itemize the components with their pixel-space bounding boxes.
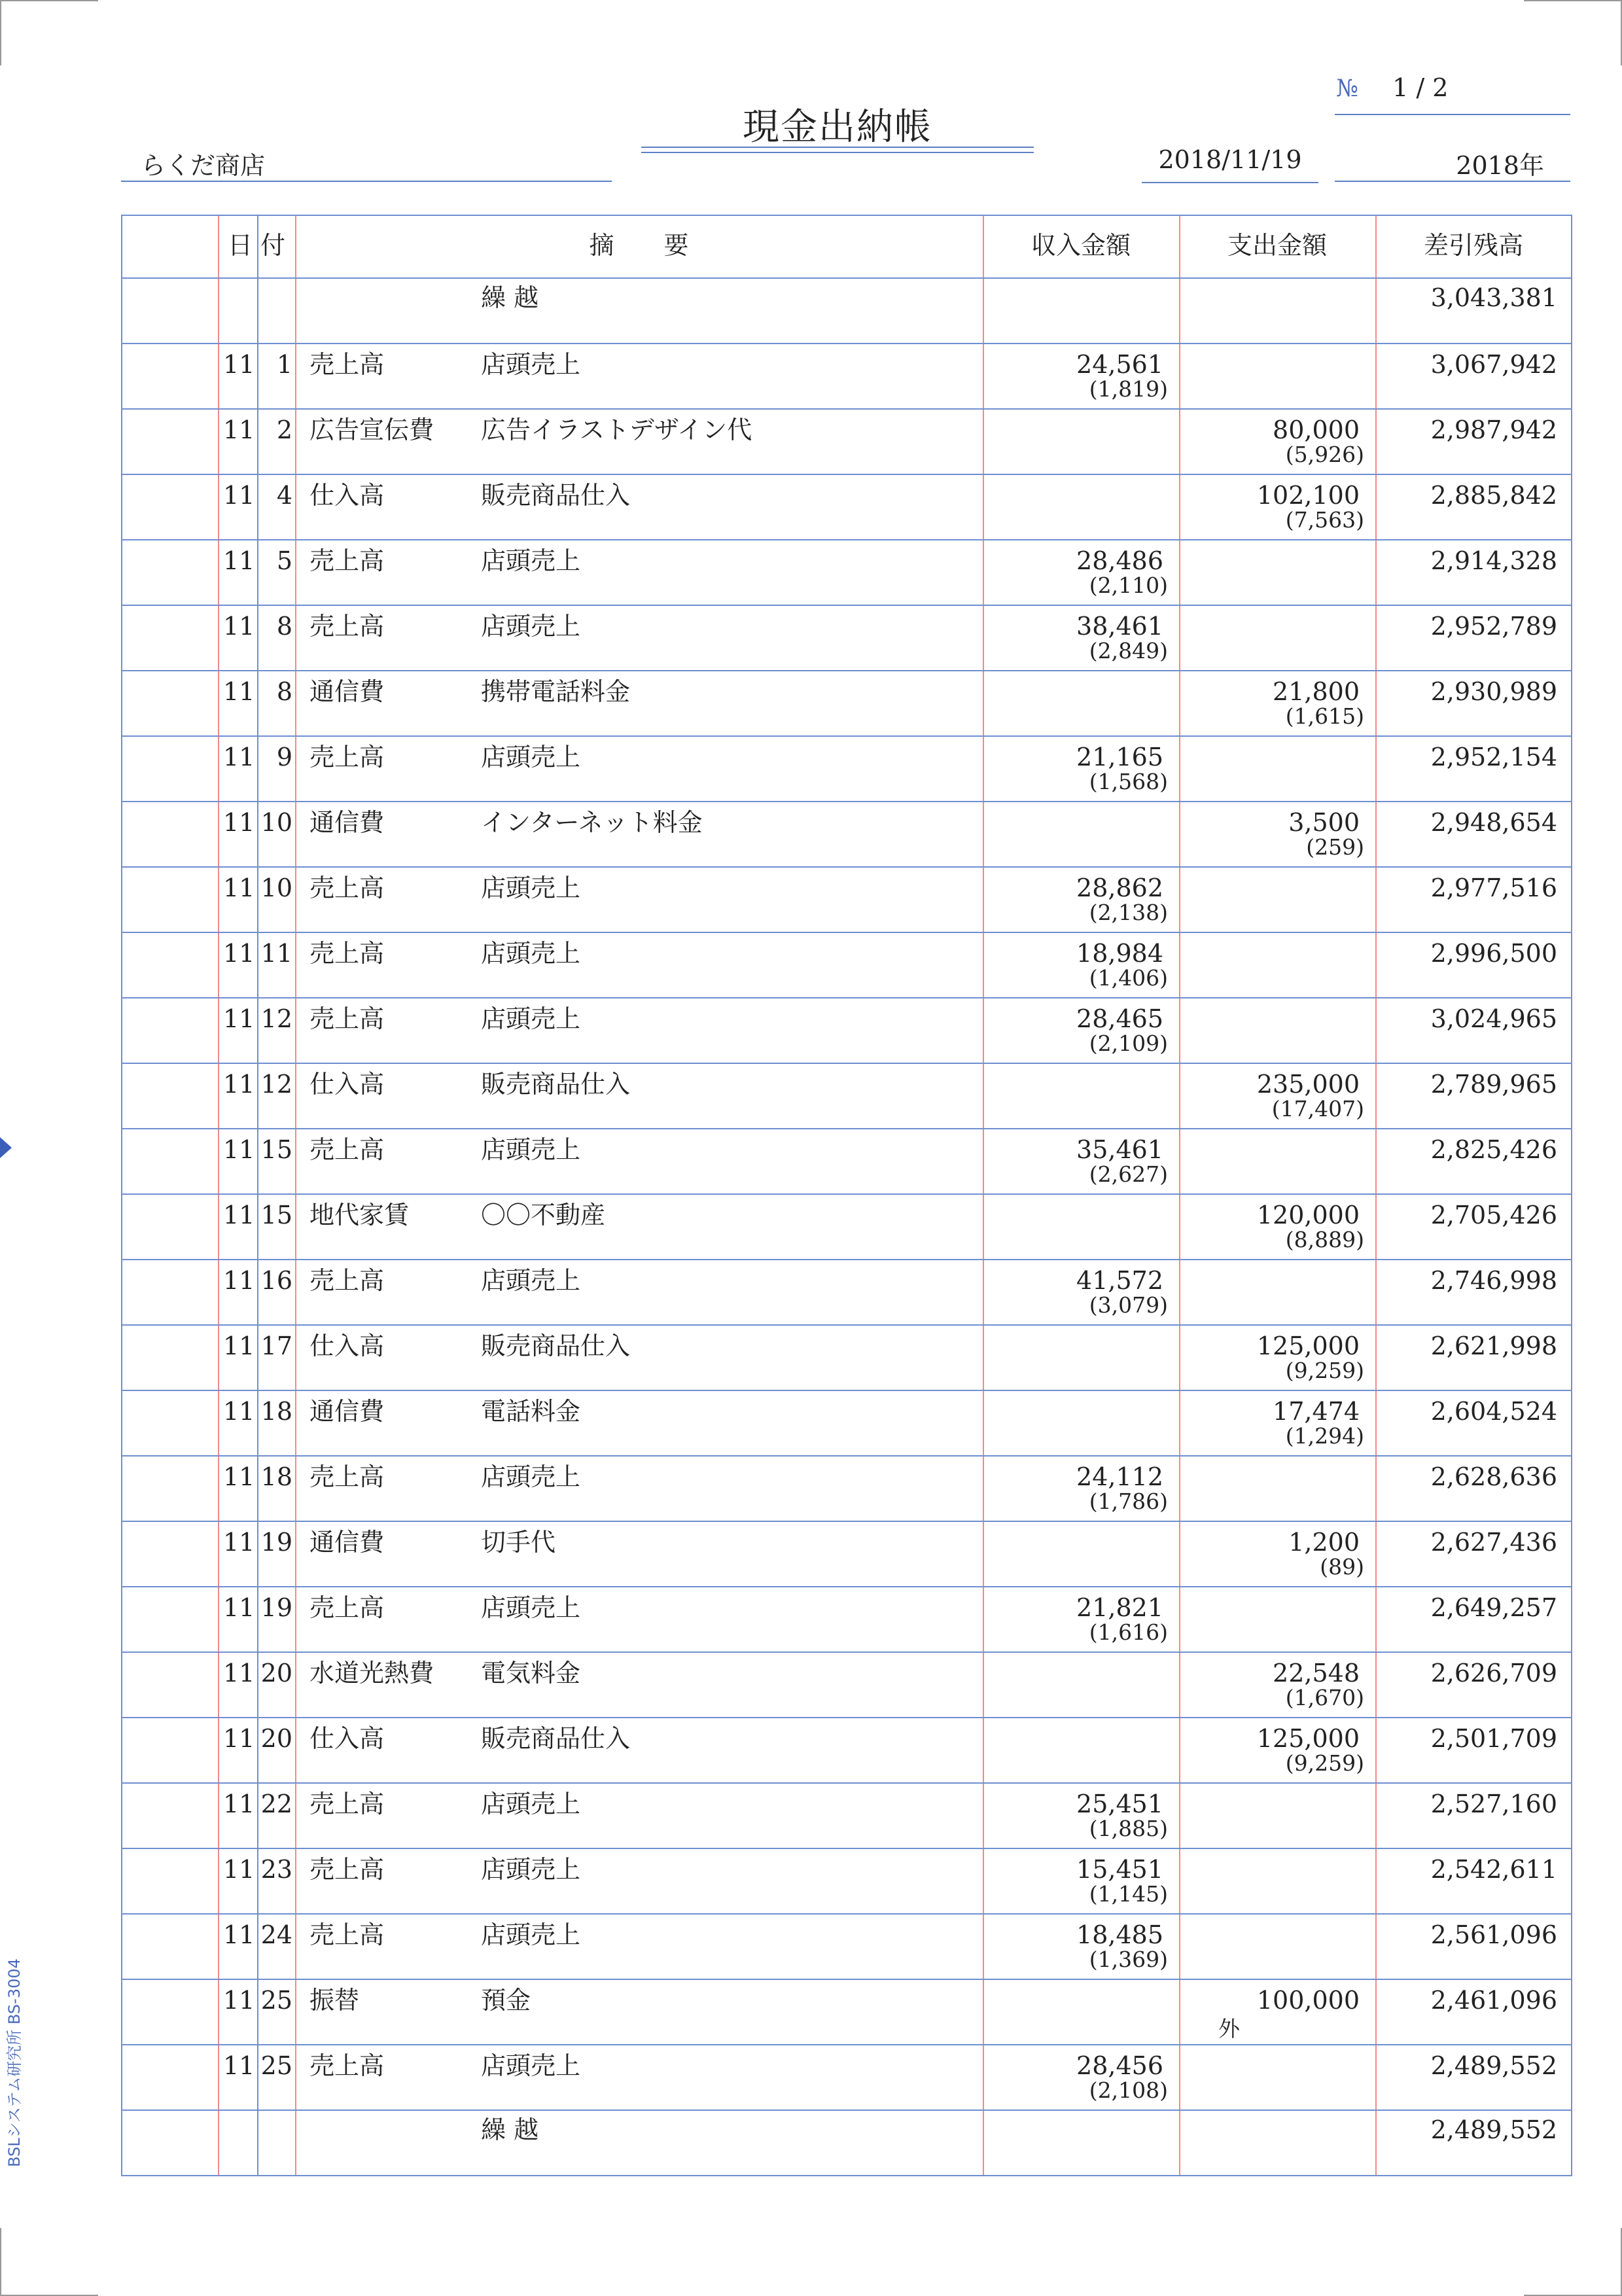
entry-day: 5 (276, 546, 292, 575)
entry-account: 仕入高 (309, 481, 385, 510)
entry-balance: 2,627,436 (1430, 1528, 1557, 1557)
entry-day: 19 (260, 1593, 292, 1622)
row-rule (121, 1259, 1572, 1260)
entry-income-tax: (1,885) (1089, 1816, 1168, 1841)
column-rule (218, 215, 219, 2175)
entry-income: 15,451 (1076, 1855, 1163, 1884)
entry-income-tax: (1,819) (1089, 376, 1168, 402)
entry-account: 売上高 (309, 546, 385, 575)
entry-income: 18,984 (1076, 939, 1163, 968)
entry-month: 11 (223, 2051, 255, 2080)
entry-month: 11 (223, 1201, 255, 1229)
row-rule (121, 1455, 1572, 1457)
table-border (121, 215, 1572, 216)
entry-expense-tax: (1,294) (1285, 1423, 1364, 1449)
entry-income-tax: (1,145) (1089, 1881, 1168, 1907)
entry-income: 28,862 (1076, 874, 1163, 902)
row-rule (121, 605, 1572, 606)
entry-balance: 2,914,328 (1430, 546, 1557, 575)
entry-description: 預金 (481, 1986, 531, 2015)
carry-in-balance: 3,043,381 (1430, 283, 1557, 312)
entry-income-tax: (2,108) (1089, 2077, 1168, 2103)
entry-balance: 2,542,611 (1430, 1855, 1557, 1884)
entry-day: 17 (260, 1332, 292, 1360)
entry-description: 電気料金 (481, 1659, 581, 1687)
entry-expense: 17,474 (1273, 1397, 1360, 1426)
entry-day: 12 (260, 1070, 292, 1099)
entry-expense-tax: (7,563) (1285, 507, 1364, 533)
cash-ledger-table (121, 215, 1572, 2176)
row-rule (121, 1390, 1572, 1391)
crop-mark (0, 2228, 1, 2296)
entry-month: 11 (223, 1332, 255, 1360)
entry-balance: 2,561,096 (1430, 1920, 1557, 1949)
entry-account: 売上高 (309, 874, 385, 902)
entry-description: 店頭売上 (481, 743, 581, 771)
entry-month: 11 (223, 1135, 255, 1164)
row-rule (121, 1128, 1572, 1129)
entry-description: 携帯電話料金 (481, 677, 631, 706)
entry-expense-tax: (89) (1320, 1554, 1364, 1580)
margin-arrow-icon (0, 1137, 12, 1158)
row-rule (121, 539, 1572, 540)
entry-day: 24 (260, 1920, 292, 1949)
entry-balance: 2,987,942 (1430, 415, 1557, 444)
entry-account: 売上高 (309, 1855, 385, 1884)
entry-expense: 1,200 (1288, 1528, 1360, 1557)
entry-balance: 2,789,965 (1430, 1070, 1557, 1099)
entry-day: 20 (260, 1659, 292, 1687)
entry-balance: 2,628,636 (1430, 1462, 1557, 1491)
entry-day: 25 (260, 1986, 292, 2015)
entry-description: 店頭売上 (481, 1593, 581, 1622)
entry-expense: 3,500 (1288, 808, 1360, 837)
row-rule (121, 1913, 1572, 1915)
shop-name: らくだ商店 (121, 145, 612, 182)
entry-day: 18 (260, 1462, 292, 1491)
entry-month: 11 (223, 1593, 255, 1622)
table-border (121, 215, 122, 2175)
row-rule (121, 1063, 1572, 1064)
entry-description: 店頭売上 (481, 1462, 581, 1491)
carry-out-label: 繰 越 (481, 2115, 539, 2144)
entry-balance: 2,952,154 (1430, 743, 1557, 771)
entry-day: 2 (276, 415, 292, 444)
entry-month: 11 (223, 939, 255, 968)
column-rule (983, 215, 984, 2175)
entry-income: 21,821 (1076, 1593, 1163, 1622)
entry-account: 通信費 (309, 808, 385, 837)
entry-month: 11 (223, 1004, 255, 1033)
entry-description: 店頭売上 (481, 874, 581, 902)
entry-month: 11 (223, 1462, 255, 1491)
entry-balance: 2,621,998 (1430, 1332, 1557, 1360)
entry-month: 11 (223, 1528, 255, 1557)
entry-account: 売上高 (309, 939, 385, 968)
column-header-summary: 摘 要 (589, 231, 689, 260)
entry-day: 22 (260, 1790, 292, 1818)
entry-income-tax: (1,406) (1089, 965, 1168, 991)
entry-expense-tax: (9,259) (1285, 1750, 1364, 1776)
entry-description: 店頭売上 (481, 350, 581, 379)
entry-day: 16 (260, 1266, 292, 1295)
entry-expense: 100,000 (1256, 1986, 1360, 2015)
entry-account: 通信費 (309, 677, 385, 706)
entry-month: 11 (223, 808, 255, 837)
entry-description: 店頭売上 (481, 546, 581, 575)
entry-description: 販売商品仕入 (481, 1070, 631, 1099)
entry-month: 11 (223, 415, 255, 444)
entry-month: 11 (223, 612, 255, 641)
entry-balance: 2,977,516 (1430, 874, 1557, 902)
fiscal-year: 2018年 (1335, 145, 1570, 182)
entry-balance: 3,024,965 (1430, 1004, 1557, 1033)
entry-day: 20 (260, 1724, 292, 1753)
entry-day: 11 (260, 939, 292, 968)
entry-expense: 80,000 (1273, 415, 1360, 444)
entry-expense: 125,000 (1256, 1724, 1360, 1753)
row-rule (121, 1521, 1572, 1522)
page-title: 現金出納帳 (743, 106, 932, 149)
entry-month: 11 (223, 1920, 255, 1949)
column-header-income: 収入金額 (1031, 231, 1131, 260)
entry-month: 11 (223, 1790, 255, 1818)
entry-day: 1 (276, 350, 292, 379)
entry-income-tax: (3,079) (1089, 1292, 1168, 1318)
entry-income-tax: (1,568) (1089, 769, 1168, 794)
entry-expense-tax: (9,259) (1285, 1358, 1364, 1383)
row-rule (121, 2110, 1572, 2111)
entry-account: 地代家賃 (309, 1201, 410, 1229)
row-rule (121, 408, 1572, 410)
entry-balance: 2,930,989 (1430, 677, 1557, 706)
entry-balance: 2,649,257 (1430, 1593, 1557, 1622)
entry-month: 11 (223, 1659, 255, 1687)
entry-account: 仕入高 (309, 1332, 385, 1360)
column-header-balance: 差引残高 (1423, 231, 1523, 260)
entry-expense: 125,000 (1256, 1332, 1360, 1360)
entry-description: 店頭売上 (481, 1004, 581, 1033)
entry-month: 11 (223, 743, 255, 771)
entry-day: 8 (276, 612, 292, 641)
entry-income: 41,572 (1076, 1266, 1163, 1295)
entry-description: 店頭売上 (481, 939, 581, 968)
entry-day: 4 (276, 481, 292, 510)
title-underline (641, 152, 1034, 153)
entry-balance: 2,952,789 (1430, 612, 1557, 641)
row-rule (121, 932, 1572, 933)
entry-expense: 102,100 (1256, 481, 1360, 510)
entry-balance: 2,461,096 (1430, 1986, 1557, 2015)
entry-income-tax: (2,849) (1089, 638, 1168, 663)
entry-income-tax: (1,786) (1089, 1489, 1168, 1514)
column-rule (1375, 215, 1377, 2175)
entry-income: 38,461 (1076, 612, 1163, 641)
entry-balance: 2,746,998 (1430, 1266, 1557, 1295)
entry-expense-tax: (259) (1306, 834, 1364, 860)
entry-description: 店頭売上 (481, 1855, 581, 1884)
row-rule (121, 1324, 1572, 1326)
entry-description: 店頭売上 (481, 2051, 581, 2080)
entry-account: 売上高 (309, 1462, 385, 1491)
entry-description: 店頭売上 (481, 1266, 581, 1295)
entry-month: 11 (223, 350, 255, 379)
entry-balance: 2,885,842 (1430, 481, 1557, 510)
entry-month: 11 (223, 677, 255, 706)
entry-income-tax: (2,109) (1089, 1031, 1168, 1056)
row-rule (121, 1193, 1572, 1195)
entry-income: 24,561 (1076, 350, 1163, 379)
entry-day: 15 (260, 1135, 292, 1164)
row-rule (121, 1651, 1572, 1653)
entry-balance: 2,604,524 (1430, 1397, 1557, 1426)
entry-balance: 2,489,552 (1430, 2051, 1557, 2080)
column-header-date: 日 付 (227, 231, 286, 260)
entry-description: 広告イラストデザイン代 (481, 415, 752, 444)
page-number (1335, 73, 1570, 115)
entry-expense-tax: (1,670) (1285, 1685, 1364, 1710)
entry-account: 売上高 (309, 1135, 385, 1164)
print-date: 2018/11/19 (1142, 145, 1318, 183)
entry-month: 11 (223, 481, 255, 510)
entry-description: 電話料金 (481, 1397, 581, 1426)
entry-description: 販売商品仕入 (481, 481, 631, 510)
entry-balance: 2,996,500 (1430, 939, 1557, 968)
entry-month: 11 (223, 1724, 255, 1753)
entry-income-tax: (2,110) (1089, 573, 1168, 598)
entry-month: 11 (223, 1397, 255, 1426)
entry-income-tax: (1,616) (1089, 1619, 1168, 1645)
entry-day: 15 (260, 1201, 292, 1229)
entry-balance: 2,626,709 (1430, 1659, 1557, 1687)
column-rule (1179, 215, 1180, 2175)
entry-account: 仕入高 (309, 1070, 385, 1099)
entry-income: 25,451 (1076, 1790, 1163, 1818)
entry-account: 水道光熱費 (309, 1659, 434, 1687)
entry-expense-tax: (17,407) (1271, 1096, 1364, 1122)
entry-balance: 2,527,160 (1430, 1790, 1557, 1818)
entry-day: 10 (260, 808, 292, 837)
entry-income: 21,165 (1076, 743, 1163, 771)
row-rule (121, 1586, 1572, 1587)
entry-account: 売上高 (309, 1593, 385, 1622)
entry-description: 店頭売上 (481, 1920, 581, 1949)
crop-mark (1524, 0, 1622, 1)
entry-expense-tax: (1,615) (1285, 703, 1364, 729)
entry-account: 振替 (309, 1986, 360, 2015)
row-rule (121, 1979, 1572, 1980)
page-number-label: № (1336, 75, 1359, 102)
entry-account: 売上高 (309, 743, 385, 771)
entry-expense: 22,548 (1273, 1659, 1360, 1687)
row-rule (121, 1717, 1572, 1718)
entry-income: 24,112 (1076, 1462, 1163, 1491)
row-rule (121, 735, 1572, 737)
entry-description: 〇〇不動産 (481, 1201, 606, 1229)
row-rule (121, 474, 1572, 475)
row-rule (121, 1782, 1572, 1784)
entry-description: インターネット料金 (481, 808, 703, 837)
entry-month: 11 (223, 1986, 255, 2015)
entry-account: 売上高 (309, 2051, 385, 2080)
carry-in-label: 繰 越 (481, 283, 539, 312)
entry-description: 店頭売上 (481, 1790, 581, 1818)
entry-expense: 235,000 (1256, 1070, 1360, 1099)
column-rule (295, 215, 296, 2175)
row-rule (121, 2044, 1572, 2045)
entry-month: 11 (223, 1070, 255, 1099)
entry-expense-tax: 外 (1218, 2016, 1240, 2041)
carry-out-balance: 2,489,552 (1430, 2115, 1557, 2144)
column-header-expense: 支出金額 (1227, 231, 1327, 260)
header-rule (121, 277, 1572, 279)
entry-description: 店頭売上 (481, 1135, 581, 1164)
entry-account: 売上高 (309, 1790, 385, 1818)
entry-expense-tax: (8,889) (1285, 1227, 1364, 1252)
title-underline (641, 147, 1034, 148)
entry-month: 11 (223, 546, 255, 575)
table-border (1571, 215, 1572, 2175)
row-rule (121, 2175, 1572, 2176)
entry-income: 18,485 (1076, 1920, 1163, 1949)
entry-balance: 2,705,426 (1430, 1201, 1557, 1229)
entry-expense: 120,000 (1256, 1201, 1360, 1229)
row-rule (121, 343, 1572, 344)
entry-balance: 2,948,654 (1430, 808, 1557, 837)
entry-account: 通信費 (309, 1397, 385, 1426)
entry-income-tax: (2,138) (1089, 900, 1168, 925)
crop-mark (0, 0, 98, 1)
entry-account: 売上高 (309, 1004, 385, 1033)
row-rule (121, 866, 1572, 868)
entry-description: 販売商品仕入 (481, 1724, 631, 1753)
entry-day: 10 (260, 874, 292, 902)
entry-day: 12 (260, 1004, 292, 1033)
page-number-value: 1 / 2 (1392, 73, 1449, 102)
entry-account: 売上高 (309, 1266, 385, 1295)
entry-expense: 21,800 (1273, 677, 1360, 706)
entry-income: 35,461 (1076, 1135, 1163, 1164)
entry-month: 11 (223, 1855, 255, 1884)
form-code: BSLシステム研究所 BS-3004 (5, 1958, 24, 2167)
entry-description: 切手代 (481, 1528, 556, 1557)
entry-income-tax: (2,627) (1089, 1161, 1168, 1187)
entry-balance: 2,501,709 (1430, 1724, 1557, 1753)
entry-income-tax: (1,369) (1089, 1947, 1168, 1972)
row-rule (121, 670, 1572, 671)
entry-balance: 3,067,942 (1430, 350, 1557, 379)
entry-account: 売上高 (309, 350, 385, 379)
entry-income: 28,486 (1076, 546, 1163, 575)
entry-income: 28,456 (1076, 2051, 1163, 2080)
entry-account: 売上高 (309, 612, 385, 641)
entry-expense-tax: (5,926) (1285, 442, 1364, 467)
entry-day: 18 (260, 1397, 292, 1426)
entry-balance: 2,825,426 (1430, 1135, 1557, 1164)
entry-account: 広告宣伝費 (309, 415, 434, 444)
entry-day: 9 (276, 743, 292, 771)
crop-mark (0, 0, 1, 65)
entry-day: 19 (260, 1528, 292, 1557)
entry-month: 11 (223, 874, 255, 902)
entry-account: 売上高 (309, 1920, 385, 1949)
entry-month: 11 (223, 1266, 255, 1295)
entry-description: 販売商品仕入 (481, 1332, 631, 1360)
row-rule (121, 801, 1572, 802)
row-rule (121, 1848, 1572, 1849)
entry-day: 8 (276, 677, 292, 706)
entry-day: 23 (260, 1855, 292, 1884)
entry-account: 通信費 (309, 1528, 385, 1557)
entry-income: 28,465 (1076, 1004, 1163, 1033)
row-rule (121, 997, 1572, 998)
entry-account: 仕入高 (309, 1724, 385, 1753)
entry-description: 店頭売上 (481, 612, 581, 641)
entry-day: 25 (260, 2051, 292, 2080)
